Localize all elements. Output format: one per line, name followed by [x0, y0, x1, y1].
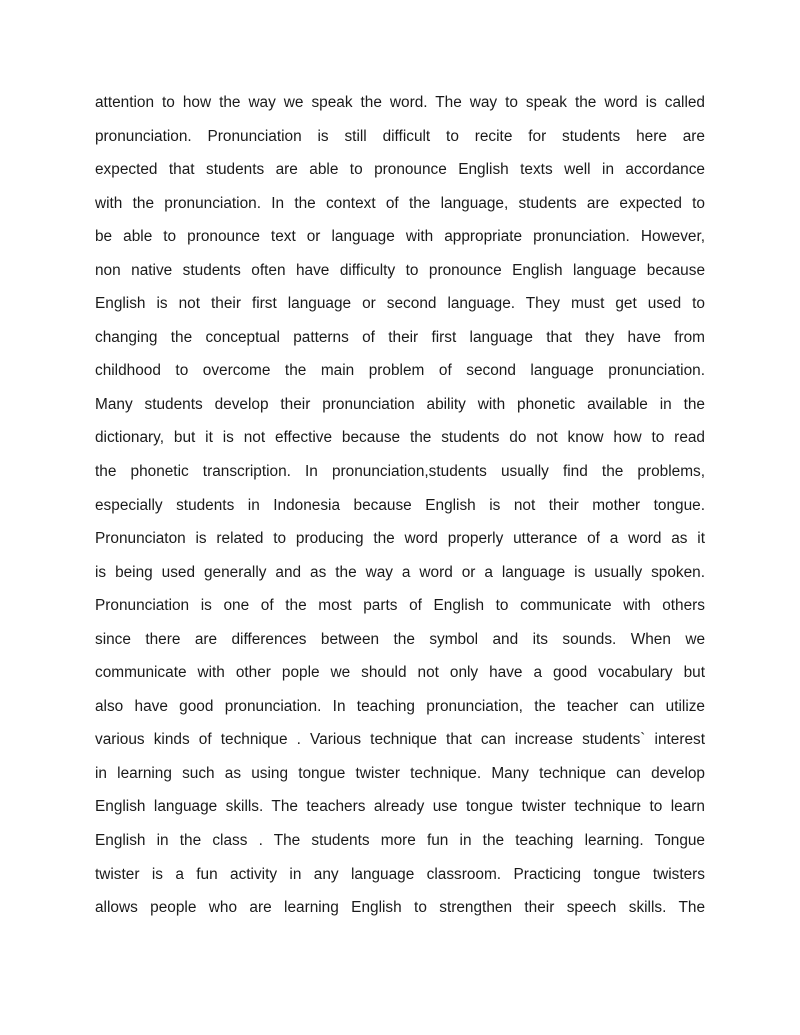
- text-line: childhood to overcome the main problem of second language pronunciation.: [95, 362, 705, 380]
- text-line: English is not their first language or second language. They must get used to: [95, 295, 705, 313]
- text-line: attention to how the way we speak the word. The way to speak the word is called: [95, 94, 705, 111]
- text-line: with the pronunciation. In the context of the language, students are expected to: [95, 194, 705, 212]
- text-line: changing the conceptual patterns of their first language that they have from: [95, 328, 705, 346]
- text-line: in learning such as using tongue twister technique. Many technique can develop: [95, 764, 705, 782]
- text-line: English language skills. The teachers already use tongue twister technique to learn: [95, 798, 705, 816]
- text-line: various kinds of technique . Various technique that can increase students` interest: [95, 731, 705, 749]
- text-line: communicate with other pople we should not only have a good vocabulary but: [95, 664, 705, 682]
- text-line: Pronunciation is one of the most parts of English to communicate with others: [95, 597, 705, 615]
- text-line: Many students develop their pronunciation ability with phonetic available in the: [95, 395, 705, 413]
- text-line: since there are differences between the symbol and its sounds. When we: [95, 630, 705, 648]
- text-line: twister is a fun activity in any language classroom. Practicing tongue twisters: [95, 865, 705, 883]
- body-paragraph: [95, 86, 705, 925]
- text-line: expected that students are able to pronounce English texts well in accordance: [95, 161, 705, 179]
- text-line: be able to pronounce text or language with appropriate pronunciation. However,: [95, 228, 705, 246]
- text-line: pronunciation. Pronunciation is still difficult to recite for students here are: [95, 127, 705, 145]
- text-line: is being used generally and as the way a word or a language is usually spoken.: [95, 563, 705, 581]
- text-line: Pronunciaton is related to producing the word properly utterance of a word as it: [95, 530, 705, 548]
- text-line: non native students often have difficulty to pronounce English language because: [95, 261, 705, 279]
- text-line: allows people who are learning English to strengthen their speech skills. The: [95, 899, 705, 917]
- text-line: especially students in Indonesia because English is not their mother tongue.: [95, 496, 705, 514]
- text-line: also have good pronunciation. In teaching pronunciation, the teacher can utilize: [95, 697, 705, 715]
- text-line: the phonetic transcription. In pronunciation,students usually find the problems,: [95, 463, 705, 481]
- text-line: English in the class . The students more fun in the teaching learning. Tongue: [95, 832, 705, 850]
- text-line: dictionary, but it is not effective because the students do not know how to read: [95, 429, 705, 447]
